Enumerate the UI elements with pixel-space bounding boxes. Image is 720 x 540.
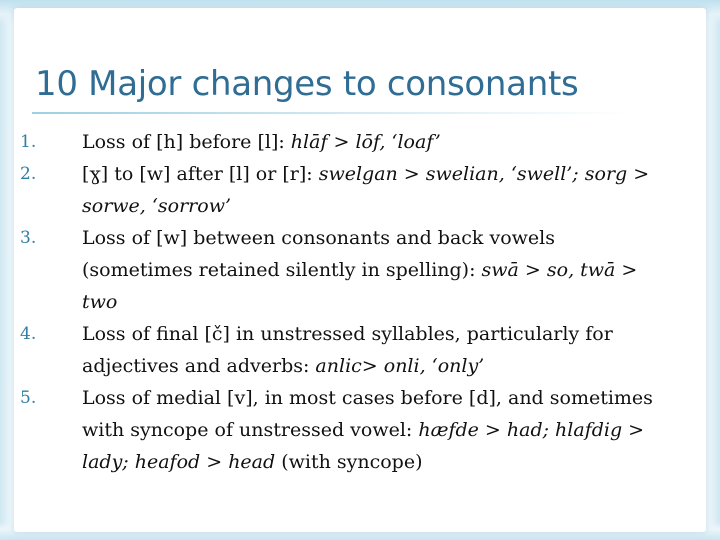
item-text-segment: >	[615, 259, 638, 281]
item-text-segment: Loss of final [č] in unstressed syllables, particularly for adjectives and adverbs:	[82, 323, 613, 377]
numbered-list	[20, 126, 670, 478]
title-underline	[32, 112, 632, 114]
example-word: anlic	[315, 355, 362, 377]
item-text-segment: [ɣ] to [w] after [l] or [r]:	[82, 163, 319, 185]
list-item	[20, 158, 670, 222]
example-word: so, twā	[546, 259, 616, 281]
item-text-segment: Loss of [w] between consonants and back vowels (sometimes retained silently in spelling):	[82, 227, 555, 281]
example-word: sorwe, ‘sorrow’	[82, 195, 231, 217]
list-item-text	[82, 222, 670, 318]
example-word: lady; heafod	[82, 451, 201, 473]
list-item-number: 1.	[20, 132, 37, 152]
list-item-number: 5.	[20, 388, 37, 408]
example-word: had; hlafdig	[506, 419, 623, 441]
item-text-segment: >	[622, 419, 645, 441]
list-item	[20, 318, 670, 382]
item-text-segment: (with syncope)	[275, 451, 423, 473]
example-word: hlāf	[290, 131, 328, 153]
list-item	[20, 126, 670, 158]
item-text-segment: >	[361, 355, 384, 377]
item-text-segment: >	[478, 419, 507, 441]
example-word: lōf, ‘loaf’	[355, 131, 441, 153]
example-word: head	[228, 451, 276, 473]
list-item	[20, 382, 670, 478]
example-word: swā	[481, 259, 519, 281]
example-word: hæfde	[418, 419, 479, 441]
list-item-text	[82, 126, 670, 158]
item-text-segment: >	[200, 451, 229, 473]
slide-title: 10 Major changes to consonants	[35, 64, 579, 104]
list-item	[20, 222, 670, 318]
list-item-number: 3.	[20, 228, 37, 248]
list-item-number: 2.	[20, 164, 37, 184]
example-word: swelian, ‘swell’; sorg	[425, 163, 628, 185]
list-item-number: 4.	[20, 324, 37, 344]
item-text-segment: >	[327, 131, 356, 153]
example-word: two	[82, 291, 118, 313]
item-text-segment: >	[627, 163, 650, 185]
list-item-text	[82, 318, 670, 382]
item-text-segment: Loss of medial [v], in most cases before [d], and sometimes with syncope of unstressed vowel:	[82, 387, 653, 441]
list-item-text	[82, 158, 670, 222]
example-word: swelgan	[318, 163, 398, 185]
item-text-segment: >	[518, 259, 547, 281]
item-text-segment: Loss of [h] before [l]:	[82, 131, 291, 153]
example-word: onli, ‘only’	[383, 355, 485, 377]
item-text-segment: >	[397, 163, 426, 185]
list-item-text	[82, 382, 670, 478]
